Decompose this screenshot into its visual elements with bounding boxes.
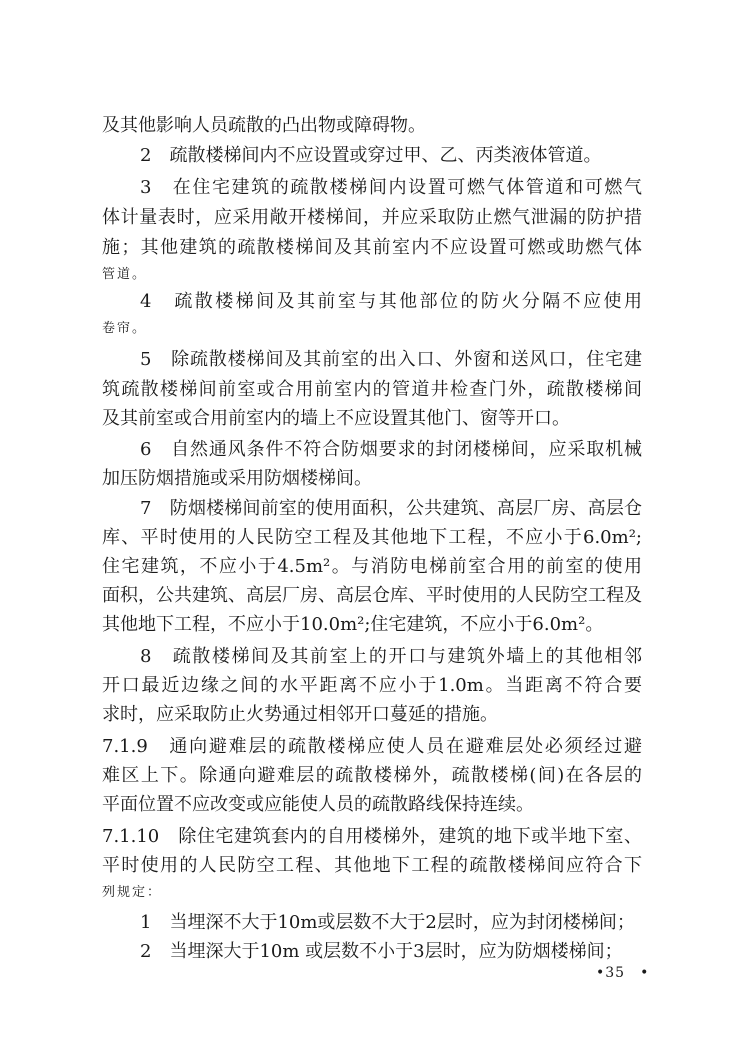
text-line: 6 自然通风条件不符合防烟要求的封闭楼梯间，应采取机械 (140, 439, 642, 460)
text-line: 开口最近边缘之间的水平距离不应小于1.0m。当距离不符合要 (102, 675, 642, 696)
text-line: 8 疏散楼梯间及其前室上的开口与建筑外墙上的其他相邻 (140, 646, 642, 667)
text-line: 求时，应采取防止火势通过相邻开口蔓延的措施。 (102, 704, 498, 725)
text-line: 库、平时使用的人民防空工程及其他地下工程，不应小于6.0m²; (102, 527, 642, 548)
text-line: 2 疏散楼梯间内不应设置或穿过甲、乙、丙类液体管道。 (140, 145, 602, 166)
list-item: 1 当埋深不大于10m或层数不大于2层时，应为封闭楼梯间； (140, 912, 635, 933)
section-7-1-10-line: 7.1.10 除住宅建筑套内的自用楼梯外，建筑的地下或半地下室、 (102, 826, 642, 847)
page-number: •35 • (596, 965, 650, 981)
text-line: 5 除疏散楼梯间及其前室的出入口、外窗和送风口，住宅建 (140, 349, 642, 370)
text-line: 难区上下。除通向避难层的疏散楼梯外，疏散楼梯(间)在各层的 (102, 765, 642, 786)
text-line: 加压防烟措施或采用防烟楼梯间。 (102, 468, 372, 489)
text-line: 列规定： (102, 885, 163, 900)
text-line: 7 防烟楼梯间前室的使用面积，公共建筑、高层厂房、高层仓 (140, 498, 642, 519)
text-line: 及其前室或合用前室内的墙上不应设置其他门、窗等开口。 (102, 408, 570, 429)
text-line: 平时使用的人民防空工程、其他地下工程的疏散楼梯间应符合下 (102, 855, 642, 876)
text-line: 3 在住宅建筑的疏散楼梯间内设置可燃气体管道和可燃气 (140, 177, 642, 198)
text-line: 住宅建筑，不应小于4.5m²。与消防电梯前室合用的前室的使用 (102, 556, 642, 577)
text-line: 面积，公共建筑、高层厂房、高层仓库、平时使用的人民防空工程及 (102, 585, 642, 606)
text-line: 体计量表时，应采用敞开楼梯间，并应采取防止燃气泄漏的防护措 (102, 207, 642, 228)
section-7-1-9-line: 7.1.9 通向避难层的疏散楼梯应使人员在避难层处必须经过避 (102, 736, 642, 757)
text-line: 施；其他建筑的疏散楼梯间及其前室内不应设置可燃或助燃气体 (102, 237, 642, 258)
text-line: 管道。 (102, 267, 148, 282)
text-line: 卷帘。 (102, 321, 148, 336)
text-line: 平面位置不应改变或应能使人员的疏散路线保持连续。 (102, 794, 534, 815)
text-line: 其他地下工程，不应小于10.0m²;住宅建筑，不应小于6.0m²。 (102, 614, 604, 635)
text-line: 4 疏散楼梯间及其前室与其他部位的防火分隔不应使用 (140, 291, 642, 312)
list-item: 2 当埋深大于10m 或层数不小于3层时，应为防烟楼梯间； (140, 941, 623, 962)
text-line: 及其他影响人员疏散的凸出物或障碍物。 (102, 115, 426, 136)
text-line: 筑疏散楼梯间前室或合用前室内的管道井检查门外，疏散楼梯间 (102, 379, 642, 400)
